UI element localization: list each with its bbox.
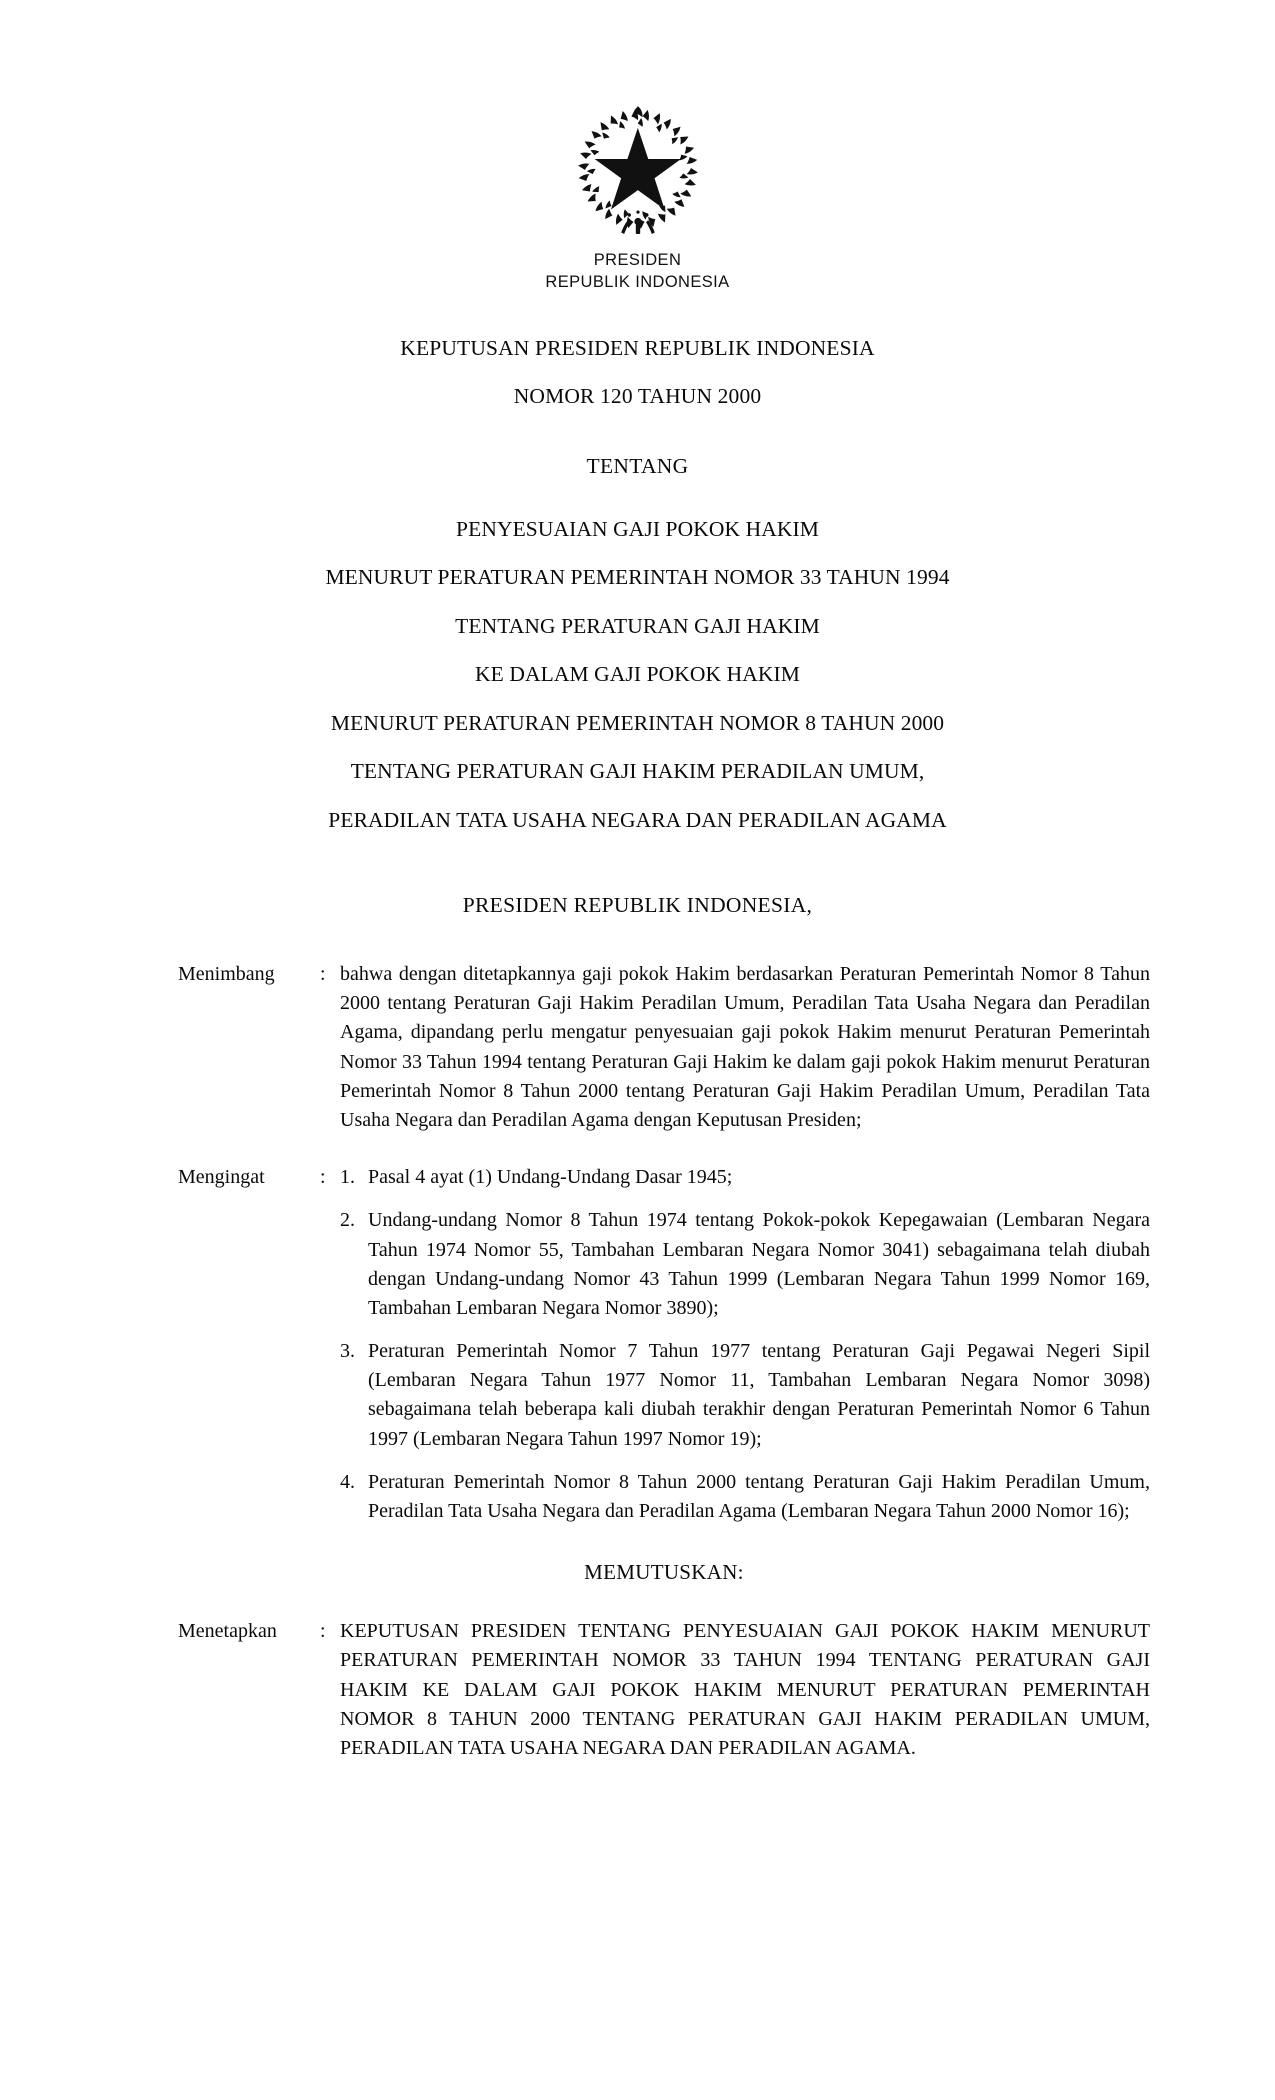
list-item-text: Undang-undang Nomor 8 Tahun 1974 tentang Pokok-pokok Kepegawaian (Lembaran Negara Tahun 1974 Nomor 55, Tambahan Lembaran Negara Nomor 3041) sebagaimana telah diubah dengan Undang-undang Nomor 43 Tahun 1999 (Lembaran Negara Tahun 1999 Nomor 169, Tambahan Lembaran Negara Nomor 3890); <box>368 1209 1150 1319</box>
mengingat-colon: : <box>320 1166 326 1189</box>
list-item-text: Pasal 4 ayat (1) Undang-Undang Dasar 1945; <box>368 1166 733 1189</box>
subject-line: TENTANG PERATURAN GAJI HAKIM PERADILAN UMUM, <box>350 759 925 784</box>
menetapkan-colon: : <box>320 1620 326 1643</box>
mengingat-label: Mengingat <box>178 1166 265 1189</box>
subject-line: MENURUT PERATURAN PEMERINTAH NOMOR 33 TAHUN 1994 <box>325 565 950 590</box>
menimbang-colon: : <box>320 963 326 985</box>
mengingat-clause <box>178 1163 1150 1526</box>
menimbang-label: Menimbang <box>178 963 275 985</box>
letterhead-text <box>0 250 1275 294</box>
mengingat-list <box>340 1163 1150 1526</box>
subject-line: MENURUT PERATURAN PEMERINTAH NOMOR 8 TAHUN 2000 <box>330 710 945 735</box>
list-item <box>340 1468 1150 1526</box>
list-item-number: 3. <box>340 1340 355 1363</box>
list-item <box>340 1163 1150 1192</box>
mengingat-text <box>340 1163 1150 1526</box>
subject-line: PENYESUAIAN GAJI POKOK HAKIM <box>456 516 819 541</box>
decree-number: NOMOR 120 TAHUN 2000 <box>513 384 762 409</box>
menetapkan-text: KEPUTUSAN PRESIDEN TENTANG PENYESUAIAN GAJI POKOK HAKIM MENURUT PERATURAN PEMERINTAH NOMOR 33 TAHUN 1994 TENTANG PERATURAN GAJI HAKIM KE DALAM GAJI POKOK HAKIM MENURUT PERATURAN PEMERINTAH NOMOR 8 TAHUN 2000 TENTANG PERATURAN GAJI HAKIM PERADILAN UMUM, PERADILAN TATA USAHA NEGARA DAN PERADILAN AGAMA. <box>340 1620 1150 1759</box>
letterhead-line-1: PRESIDEN <box>593 251 682 269</box>
list-item-text: Peraturan Pemerintah Nomor 8 Tahun 2000 tentang Peraturan Gaji Hakim Peradilan Umum, Peradilan Tata Usaha Negara dan Peradilan Agama (Lembaran Negara Tahun 2000 Nomor 16); <box>368 1470 1150 1522</box>
list-item-number: 2. <box>340 1209 355 1232</box>
menetapkan-label: Menetapkan <box>178 1620 277 1643</box>
menimbang-text: bahwa dengan ditetapkannya gaji pokok Hakim berdasarkan Peraturan Pemerintah Nomor 8 Tahun 2000 tentang Peraturan Gaji Hakim Peradilan Umum, Peradilan Tata Usaha Negara dan Peradilan Agama, dipandang perlu mengatur penyesuaian gaji pokok Hakim menurut Peraturan Pemerintah Nomor 33 Tahun 1994 tentang Peraturan Gaji Hakim ke dalam gaji pokok Hakim menurut Peraturan Pemerintah Nomor 8 Tahun 2000 tentang Peraturan Gaji Hakim Peradilan Umum, Peradilan Tata Usaha Negara dan Peradilan Agama dengan Keputusan Presiden; <box>340 963 1150 1131</box>
tentang-heading: TENTANG <box>586 453 689 478</box>
document-title-block <box>0 335 1275 919</box>
subject-line: TENTANG PERATURAN GAJI HAKIM <box>455 613 820 638</box>
letterhead-line-2: REPUBLIK INDONESIA <box>545 272 730 291</box>
menimbang-clause <box>178 960 1150 1135</box>
memutuskan-heading: MEMUTUSKAN: <box>584 1560 744 1585</box>
list-item <box>340 1337 1150 1454</box>
list-item-text: Peraturan Pemerintah Nomor 7 Tahun 1977 tentang Peraturan Gaji Pegawai Negeri Sipil (Lembaran Negara Tahun 1977 Nomor 11, Tambahan Lembaran Negara Nomor 3098) sebagaimana telah beberapa kali diubah terakhir dengan Peraturan Pemerintah Nomor 6 Tahun 1997 (Lembaran Negara Tahun 1997 Nomor 19); <box>368 1340 1150 1450</box>
list-item <box>340 1206 1150 1323</box>
decree-subject-block <box>0 516 1275 832</box>
decree-title: KEPUTUSAN PRESIDEN REPUBLIK INDONESIA <box>400 335 875 360</box>
list-item-number: 4. <box>340 1470 355 1493</box>
subject-line: KE DALAM GAJI POKOK HAKIM <box>475 662 800 687</box>
letterhead <box>0 0 1275 294</box>
garuda-star-wreath-emblem <box>565 96 711 242</box>
menetapkan-clause <box>178 1617 1150 1763</box>
list-item-number: 1. <box>340 1166 355 1189</box>
president-salutation: PRESIDEN REPUBLIK INDONESIA, <box>462 893 813 918</box>
subject-line: PERADILAN TATA USAHA NEGARA DAN PERADILAN AGAMA <box>328 807 947 832</box>
document-body <box>178 960 1150 1791</box>
